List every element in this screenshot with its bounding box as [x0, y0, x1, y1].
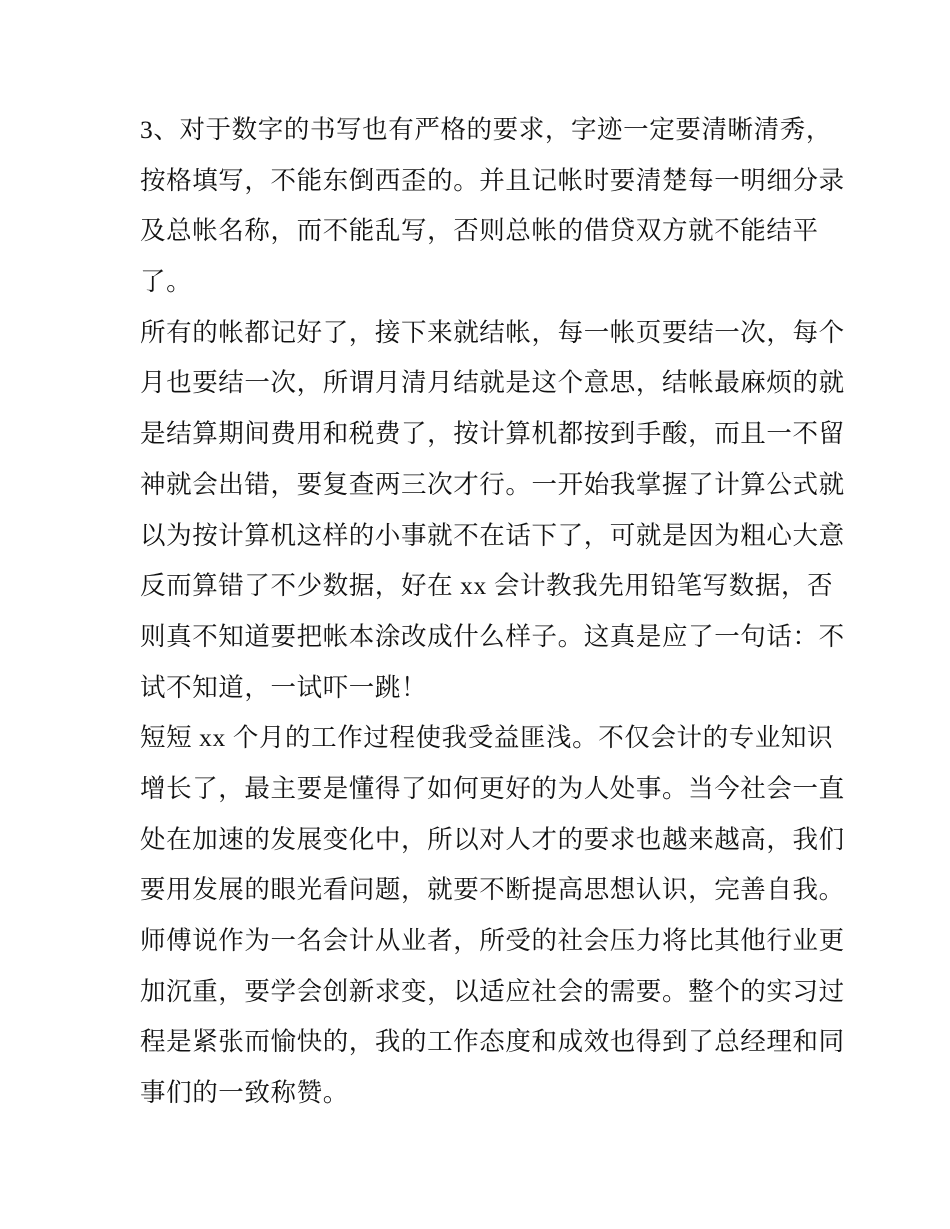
text-line: 按格填写，不能东倒西歪的。并且记帐时要清楚每一明细分录: [140, 165, 845, 195]
text-line: 事们的一致称赞。: [140, 1078, 349, 1108]
text-line: 反而算错了不少数据，好在 xx 会计教我先用铅笔写数据，否: [140, 571, 834, 601]
text-line: 神就会出错，要复查两三次才行。一开始我掌握了计算公式就: [140, 469, 845, 499]
document-page: [140, 110, 845, 1124]
text-line: 试不知道，一试吓一跳！: [140, 672, 428, 702]
paragraph: [140, 110, 845, 313]
text-line: 加沉重，要学会创新求变，以适应社会的需要。整个的实习过: [140, 976, 845, 1006]
paragraph: [140, 313, 845, 719]
text-line: 月也要结一次，所谓月清月结就是这个意思，结帐最麻烦的就: [140, 368, 845, 398]
text-line: 是结算期间费用和税费了，按计算机都按到手酸，而且一不留: [140, 419, 845, 449]
text-line: 要用发展的眼光看问题，就要不断提高思想认识，完善自我。: [140, 875, 845, 905]
text-line: 了。: [140, 267, 193, 297]
text-line: 增长了，最主要是懂得了如何更好的为人处事。当今社会一直: [140, 773, 845, 803]
paragraph: [140, 718, 845, 1124]
text-line: 处在加速的发展变化中，所以对人才的要求也越来越高，我们: [140, 824, 845, 854]
text-line: 短短 xx 个月的工作过程使我受益匪浅。不仅会计的专业知识: [140, 723, 834, 753]
text-line: 以为按计算机这样的小事就不在话下了，可就是因为粗心大意: [140, 520, 845, 550]
text-line: 师傅说作为一名会计从业者，所受的社会压力将比其他行业更: [140, 926, 845, 955]
text-line: 3、对于数字的书写也有严格的要求，字迹一定要清晰清秀，: [140, 115, 832, 144]
text-line: 程是紧张而愉快的，我的工作态度和成效也得到了总经理和同: [140, 1027, 845, 1057]
text-line: 所有的帐都记好了，接下来就结帐，每一帐页要结一次，每个: [140, 317, 845, 347]
text-line: 则真不知道要把帐本涂改成什么样子。这真是应了一句话：不: [140, 621, 845, 651]
text-line: 及总帐名称，而不能乱写，否则总帐的借贷双方就不能结平: [140, 216, 819, 246]
